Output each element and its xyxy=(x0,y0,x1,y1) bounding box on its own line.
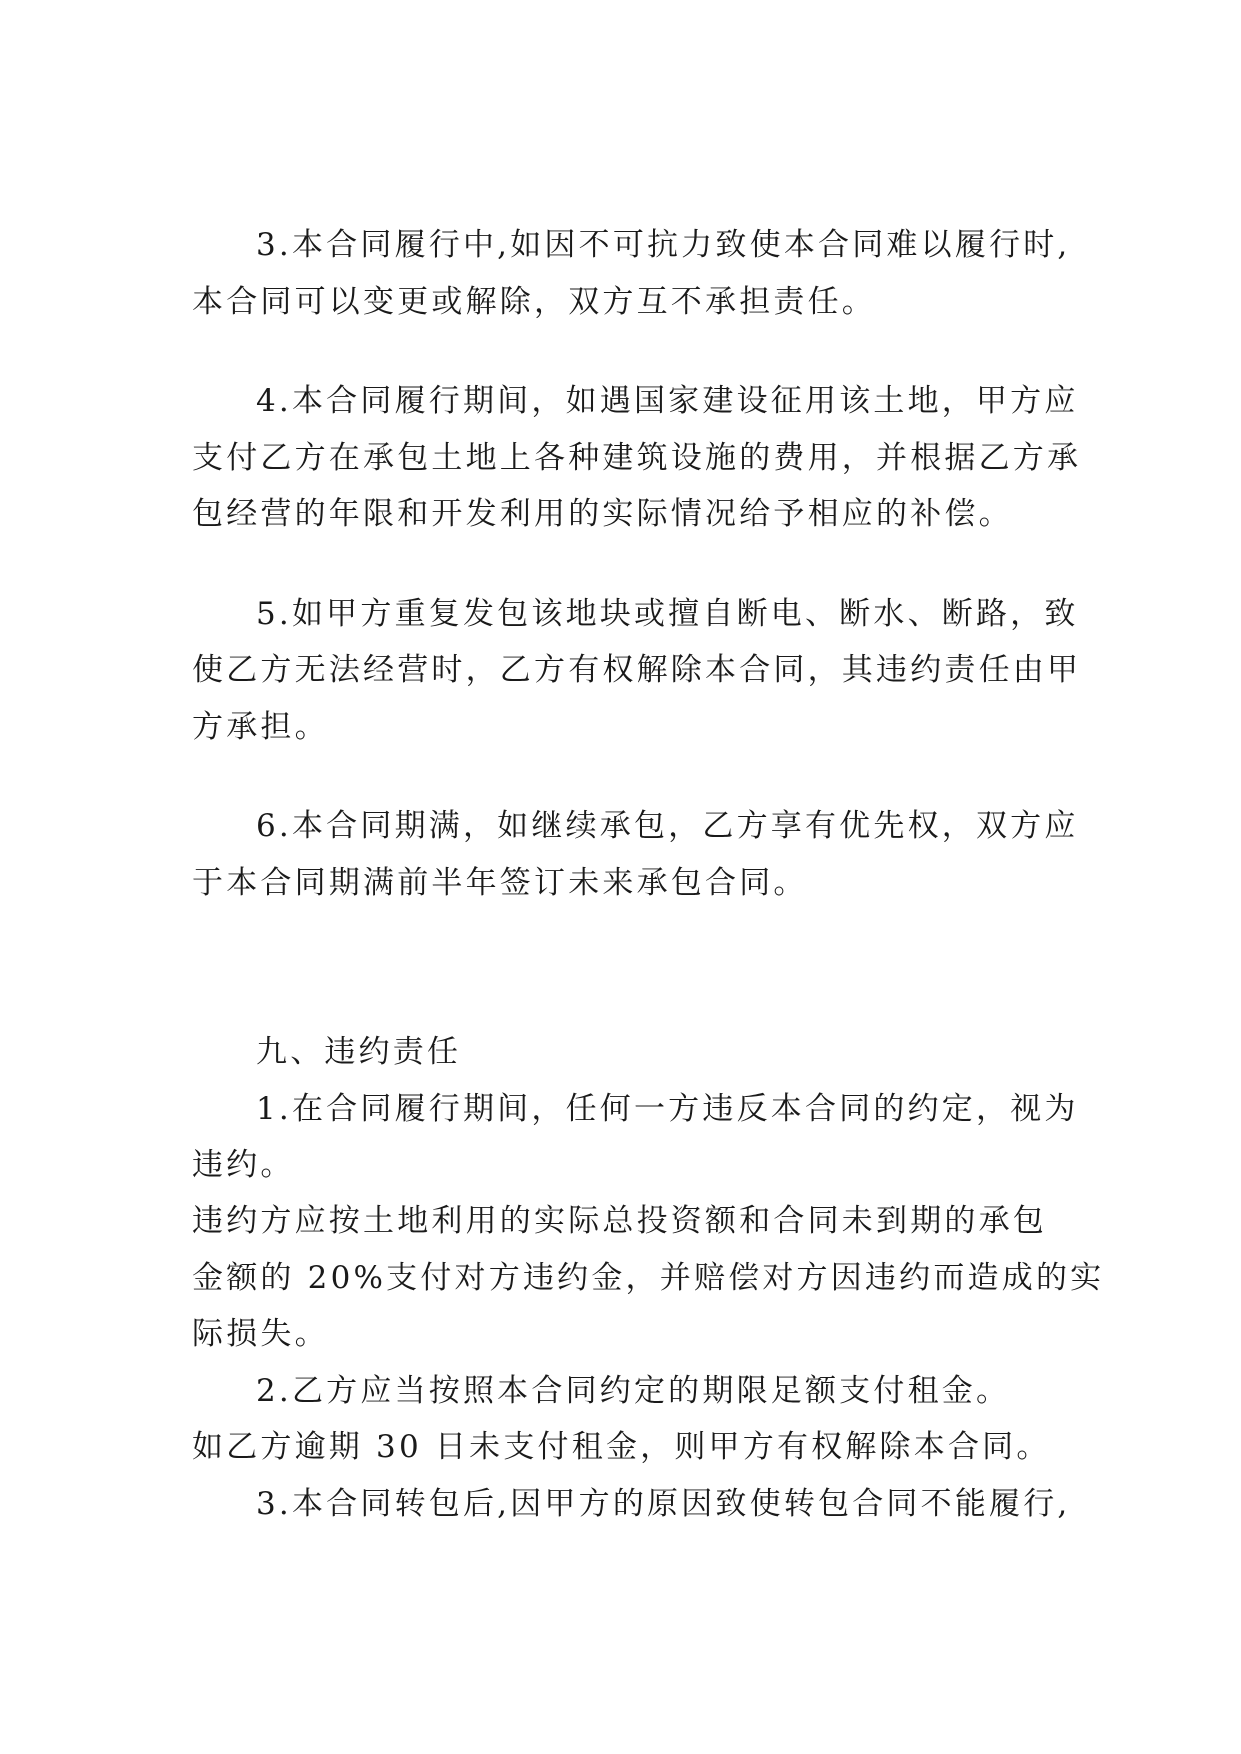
clause-8-6-line-2: 于本合同期满前半年签订未来承包合同。 xyxy=(192,865,808,901)
clause-9-3-line-1: 3.本合同转包后,因甲方的原因致使转包合同不能履行, xyxy=(256,1486,1071,1522)
clause-8-4-line-2: 支付乙方在承包土地上各种建筑设施的费用，并根据乙方承 xyxy=(192,440,1082,476)
clause-8-3-line-2: 本合同可以变更或解除，双方互不承担责任。 xyxy=(192,284,876,320)
clause-9-2-line-1: 2.乙方应当按照本合同约定的期限足额支付租金。 xyxy=(256,1373,1011,1409)
clause-8-5-line-1: 5.如甲方重复发包该地块或擅自断电、断水、断路，致 xyxy=(256,596,1079,632)
clause-9-2-line-2: 如乙方逾期 30 日未支付租金，则甲方有权解除本合同。 xyxy=(192,1429,1051,1465)
clause-9-1-line-5: 际损失。 xyxy=(192,1316,329,1352)
clause-9-1-line-3: 违约方应按土地利用的实际总投资额和合同未到期的承包 xyxy=(192,1203,1047,1239)
clause-8-6-line-1: 6.本合同期满，如继续承包，乙方享有优先权，双方应 xyxy=(256,808,1079,844)
clause-9-1-line-2: 违约。 xyxy=(192,1147,295,1183)
clause-8-3-line-1: 3.本合同履行中,如因不可抗力致使本合同难以履行时, xyxy=(256,227,1071,263)
clause-8-5-line-3: 方承担。 xyxy=(192,709,329,745)
clause-9-1-line-1: 1.在合同履行期间，任何一方违反本合同的约定，视为 xyxy=(256,1091,1079,1127)
section-heading: 九、违约责任 xyxy=(256,1034,462,1070)
clause-8-4-line-3: 包经营的年限和开发利用的实际情况给予相应的补偿。 xyxy=(192,496,1013,532)
clause-8-5-line-2: 使乙方无法经营时，乙方有权解除本合同，其违约责任由甲 xyxy=(192,652,1082,688)
clause-9-1-line-4: 金额的 20%支付对方违约金，并赔偿对方因违约而造成的实 xyxy=(192,1260,1105,1296)
clause-8-4-line-1: 4.本合同履行期间，如遇国家建设征用该土地，甲方应 xyxy=(256,383,1079,419)
